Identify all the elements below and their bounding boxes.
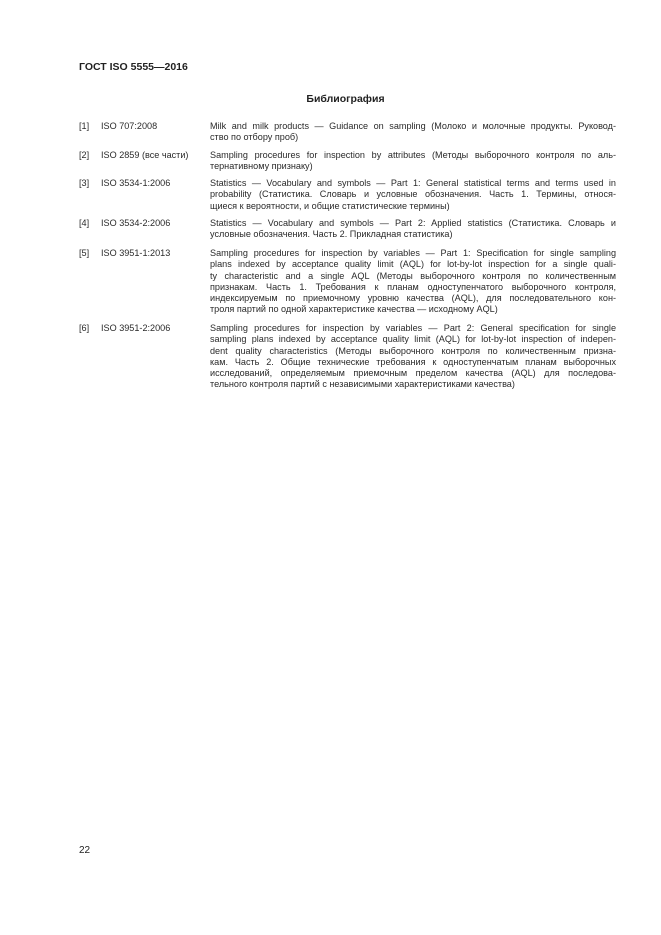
entry-text-line: тельного контроля партий с независимыми характеристиками качества) [210, 379, 515, 390]
entry-text [210, 248, 616, 316]
page-number: 22 [79, 845, 91, 856]
entry-text [210, 121, 616, 144]
entry-text-line: Sampling procedures for inspection by attributes (Методы выборочного контроля по аль- [210, 150, 616, 160]
entry-text-line: щиеся к вероятности, и общие статистические термины) [210, 200, 450, 211]
entry-number: [3] [79, 178, 90, 188]
entry-text-line: индексируемым по приемочному уровню качества (AQL), для последовательного кон- [210, 293, 616, 304]
entry-text-line: троля партий по одной характеристике качества — исходному AQL) [210, 304, 498, 315]
entry-text-line: Sampling procedures for inspection by variables — Part 1: Specification for single sampling [210, 248, 616, 258]
entry-text [210, 218, 616, 241]
entry-text-line: ty characteristic and a single AQL (Методы выборочного контроля по количественным [210, 270, 616, 281]
entry-number: [5] [79, 248, 90, 258]
entry-reference: ISO 707:2008 [101, 121, 158, 131]
entry-text-line: sampling plans indexed by acceptance quality limit (AQL) for lot-by-lot inspection of indepen- [210, 334, 616, 345]
section-title: Библиография [306, 93, 385, 105]
document-header: ГОСТ ISO 5555—2016 [79, 61, 188, 73]
entry-text-line: dent quality characteristics (Методы выборочного контроля по количественным призна- [210, 345, 616, 356]
entry-reference: ISO 3951-2:2006 [101, 323, 171, 333]
entry-text-line: тернативному признаку) [210, 161, 313, 172]
entry-text-line: кам. Часть 2. Общие технические требования к одноступенчатым планам выборочных [210, 356, 616, 367]
entry-text-line: probability (Статистика. Словарь и условные обозначения. Часть 1. Термины, относя- [210, 189, 616, 200]
entry-reference: ISO 3534-2:2006 [101, 218, 171, 228]
entry-number: [1] [79, 121, 90, 131]
entry-text-line: Sampling procedures for inspection by variables — Part 2: General specification for single [210, 323, 616, 333]
entry-reference: ISO 2859 (все части) [101, 150, 189, 160]
entry-text-line: ство по отбору проб) [210, 132, 299, 143]
entry-text-line: признакам. Часть 1. Требования к планам одноступенчатого выборочного контроля, [210, 281, 616, 292]
entry-text-line: условные обозначения. Часть 2. Прикладная статистика) [210, 229, 453, 240]
entry-text-line: исследований, определяемым приемочным пределом качества (AQL) для последова- [210, 368, 616, 379]
entry-text-line: Statistics — Vocabulary and symbols — Part 1: General statistical terms and terms used in [210, 178, 616, 188]
entry-number: [2] [79, 150, 90, 160]
entry-reference: ISO 3534-1:2006 [101, 178, 171, 188]
entry-text-line: plans indexed by acceptance quality limit (AQL) for lot-by-lot inspection for a single quali- [210, 259, 616, 270]
entry-text-line: Milk and milk products — Guidance on sampling (Молоко и молочные продукты. Руковод- [210, 121, 616, 131]
entry-text [210, 150, 616, 173]
entry-text [210, 323, 616, 391]
entry-number: [4] [79, 218, 90, 228]
entry-text [210, 178, 616, 212]
entry-reference: ISO 3951-1:2013 [101, 248, 171, 258]
entry-text-line: Statistics — Vocabulary and symbols — Part 2: Applied statistics (Статистика. Словарь и [210, 218, 616, 228]
entry-number: [6] [79, 323, 90, 333]
